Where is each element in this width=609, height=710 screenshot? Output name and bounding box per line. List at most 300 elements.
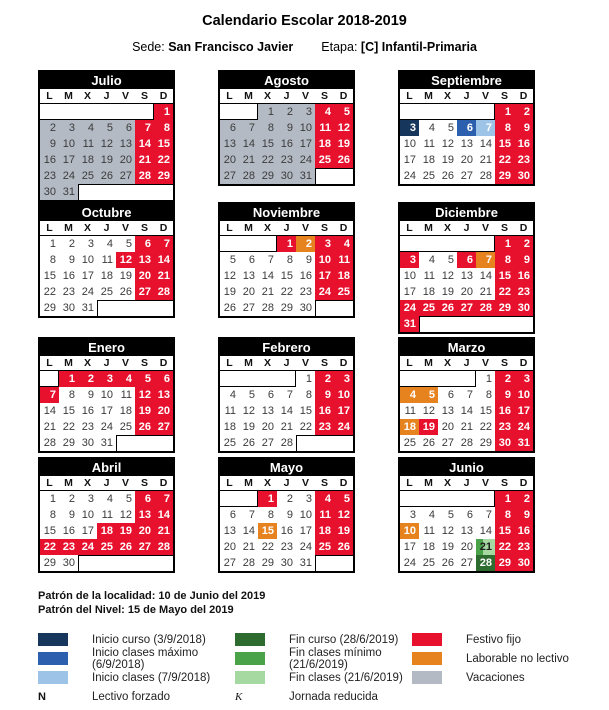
day-cell: 25 xyxy=(400,435,419,451)
week-row xyxy=(40,184,173,200)
weekday-label: S xyxy=(500,357,508,369)
day-cell: 3 xyxy=(296,104,315,120)
week-row xyxy=(40,120,173,136)
day-cell: 30 xyxy=(59,555,78,571)
week-row xyxy=(220,136,353,152)
day-cell: 15 xyxy=(40,523,59,539)
weekday-label: L xyxy=(406,90,413,102)
weekday-label: S xyxy=(320,357,328,369)
legend-item xyxy=(235,687,412,706)
week-row xyxy=(400,268,533,284)
month-title: Julio xyxy=(40,72,173,89)
day-cell: 7 xyxy=(476,120,495,136)
day-cell: 12 xyxy=(220,268,239,284)
legend xyxy=(38,630,609,706)
day-cell: 9 xyxy=(514,507,533,523)
weekday-label: J xyxy=(103,357,110,369)
day-cell: 14 xyxy=(154,507,173,523)
day-cell: 27 xyxy=(258,435,277,451)
day-cell: 18 xyxy=(334,268,353,284)
weekday-label: V xyxy=(481,90,489,102)
week-row xyxy=(220,152,353,168)
day-cell: 15 xyxy=(296,403,315,419)
day-cell: 31 xyxy=(400,316,419,332)
day-cell: 13 xyxy=(457,268,476,284)
day-cell: 23 xyxy=(296,284,315,300)
day-cell: 20 xyxy=(239,284,258,300)
day-cell: 2 xyxy=(277,491,296,507)
month-septiembre xyxy=(398,70,535,186)
empty-days xyxy=(296,435,353,451)
day-cell: 1 xyxy=(476,371,495,387)
day-cell: 8 xyxy=(495,252,514,268)
legend-label: Inicio curso (3/9/2018) xyxy=(92,633,206,646)
day-cell: 28 xyxy=(135,168,154,184)
weekday-header-row xyxy=(40,89,173,104)
day-cell: 2 xyxy=(78,371,97,387)
day-cell: 25 xyxy=(419,555,438,571)
day-cell: 14 xyxy=(476,268,495,284)
weekday-label: X xyxy=(83,357,91,369)
day-cell: 9 xyxy=(315,387,334,403)
day-cell: 16 xyxy=(277,523,296,539)
empty-days xyxy=(78,184,173,200)
day-cell: 28 xyxy=(258,300,277,316)
day-cell: 1 xyxy=(277,236,296,252)
legend-item xyxy=(412,668,569,687)
week-row xyxy=(220,268,353,284)
week-row xyxy=(220,284,353,300)
week-row xyxy=(220,120,353,136)
day-cell: 13 xyxy=(258,403,277,419)
day-cell: 25 xyxy=(315,539,334,555)
day-cell: 31 xyxy=(78,300,97,316)
day-cell: 25 xyxy=(116,419,135,435)
day-cell: 26 xyxy=(438,555,457,571)
day-cell: 2 xyxy=(514,236,533,252)
day-cell: 28 xyxy=(277,435,296,451)
day-cell: 19 xyxy=(438,539,457,555)
day-cell: 25 xyxy=(97,284,116,300)
weekday-label: X xyxy=(443,357,451,369)
day-cell: 12 xyxy=(438,268,457,284)
day-cell: 8 xyxy=(258,120,277,136)
legend-item xyxy=(38,646,235,671)
day-cell: 6 xyxy=(116,120,135,136)
weekday-header-row xyxy=(400,476,533,491)
day-cell: 21 xyxy=(154,268,173,284)
day-cell: 28 xyxy=(40,435,59,451)
day-cell: 16 xyxy=(315,403,334,419)
day-cell: 2 xyxy=(514,491,533,507)
weekday-label: S xyxy=(140,477,148,489)
legend-column xyxy=(38,630,235,706)
empty-days xyxy=(220,236,277,252)
day-cell: 23 xyxy=(59,539,78,555)
day-cell: 21 xyxy=(239,152,258,168)
day-cell: 9 xyxy=(40,136,59,152)
weekday-label: S xyxy=(140,90,148,102)
day-cell: 23 xyxy=(514,152,533,168)
day-cell: 15 xyxy=(495,136,514,152)
weekday-label: X xyxy=(443,477,451,489)
weekday-label: V xyxy=(121,477,129,489)
day-cell: 6 xyxy=(135,236,154,252)
day-cell: 5 xyxy=(438,252,457,268)
weekday-label: X xyxy=(263,477,271,489)
weekday-label: M xyxy=(244,357,253,369)
day-cell: 12 xyxy=(334,120,353,136)
week-row xyxy=(400,539,533,555)
week-row xyxy=(40,523,173,539)
day-cell: 21 xyxy=(40,419,59,435)
day-cell: 6 xyxy=(220,120,239,136)
legend-column xyxy=(412,630,569,706)
empty-days xyxy=(400,236,495,252)
day-cell: 10 xyxy=(514,387,533,403)
day-cell: 18 xyxy=(97,268,116,284)
day-cell: 3 xyxy=(78,491,97,507)
day-cell: 26 xyxy=(438,300,457,316)
day-cell: 14 xyxy=(40,403,59,419)
weekday-header-row xyxy=(400,89,533,104)
day-cell: 4 xyxy=(419,120,438,136)
weekday-label: X xyxy=(263,222,271,234)
day-cell: 2 xyxy=(296,236,315,252)
day-cell: 29 xyxy=(476,435,495,451)
month-title: Febrero xyxy=(220,339,353,356)
day-cell: 19 xyxy=(97,152,116,168)
day-cell: 17 xyxy=(78,268,97,284)
day-cell: 3 xyxy=(59,120,78,136)
month-title: Noviembre xyxy=(220,204,353,221)
day-cell: 4 xyxy=(97,236,116,252)
legend-label: Vacaciones xyxy=(466,671,525,684)
day-cell: 29 xyxy=(258,168,277,184)
day-cell: 13 xyxy=(220,523,239,539)
legend-swatch xyxy=(235,652,265,665)
day-cell: 1 xyxy=(40,236,59,252)
day-cell: 8 xyxy=(296,387,315,403)
day-cell: 6 xyxy=(239,252,258,268)
day-cell: 28 xyxy=(476,168,495,184)
month-title: Septiembre xyxy=(400,72,533,89)
day-cell: 22 xyxy=(495,152,514,168)
week-row xyxy=(220,507,353,523)
legend-label: Fin curso (28/6/2019) xyxy=(289,633,399,646)
legend-label: Fin clases mínimo (21/6/2019) xyxy=(289,646,382,671)
week-row xyxy=(220,491,353,507)
month-title: Enero xyxy=(40,339,173,356)
weekday-header-row xyxy=(220,476,353,491)
day-cell: 19 xyxy=(116,523,135,539)
day-cell: 5 xyxy=(438,507,457,523)
day-cell: 20 xyxy=(116,152,135,168)
day-cell: 15 xyxy=(495,268,514,284)
day-cell: 2 xyxy=(514,104,533,120)
day-cell: 16 xyxy=(296,268,315,284)
day-cell: 25 xyxy=(315,152,334,168)
weekday-label: D xyxy=(519,477,528,489)
day-cell: 24 xyxy=(296,539,315,555)
day-cell: 7 xyxy=(277,387,296,403)
day-cell: 18 xyxy=(400,419,419,435)
day-cell: 19 xyxy=(419,419,438,435)
week-row xyxy=(400,168,533,184)
day-cell: 19 xyxy=(220,284,239,300)
day-cell: 25 xyxy=(419,168,438,184)
day-cell: 25 xyxy=(220,435,239,451)
week-row xyxy=(40,371,173,387)
weekday-header-row xyxy=(220,356,353,371)
day-cell: 14 xyxy=(476,136,495,152)
day-cell: 24 xyxy=(315,284,334,300)
day-cell: 4 xyxy=(97,491,116,507)
legend-swatch xyxy=(38,633,68,646)
weekday-label: S xyxy=(320,477,328,489)
day-cell: 16 xyxy=(40,152,59,168)
day-cell: 26 xyxy=(334,152,353,168)
weekday-label: L xyxy=(46,90,53,102)
day-cell: 23 xyxy=(78,419,97,435)
day-cell: 5 xyxy=(116,491,135,507)
legend-symbol-k: K xyxy=(235,690,243,703)
day-cell: 22 xyxy=(495,539,514,555)
weekday-label: D xyxy=(159,477,168,489)
week-row xyxy=(40,104,173,120)
legend-item xyxy=(412,649,569,668)
day-cell: 5 xyxy=(239,387,258,403)
day-cell: 15 xyxy=(277,268,296,284)
week-row xyxy=(40,152,173,168)
day-cell: 15 xyxy=(154,136,173,152)
month-octubre xyxy=(38,202,175,318)
day-cell: 24 xyxy=(78,284,97,300)
week-row xyxy=(220,168,353,184)
day-cell: 10 xyxy=(334,387,353,403)
day-cell: 24 xyxy=(400,555,419,571)
week-row xyxy=(400,236,533,252)
day-cell: 9 xyxy=(514,252,533,268)
empty-days xyxy=(220,104,258,120)
week-row xyxy=(40,136,173,152)
day-cell: 19 xyxy=(334,523,353,539)
day-cell: 8 xyxy=(495,507,514,523)
week-row xyxy=(400,523,533,539)
day-cell: 20 xyxy=(457,152,476,168)
legend-swatch xyxy=(38,652,68,665)
empty-days xyxy=(419,316,533,332)
weekday-label: V xyxy=(481,222,489,234)
day-cell: 4 xyxy=(220,387,239,403)
day-cell: 30 xyxy=(514,168,533,184)
day-cell: 29 xyxy=(59,435,78,451)
day-cell: 7 xyxy=(40,387,59,403)
day-cell: 12 xyxy=(438,136,457,152)
day-cell: 13 xyxy=(116,136,135,152)
week-row xyxy=(40,491,173,507)
week-row xyxy=(400,152,533,168)
weekday-label: V xyxy=(301,477,309,489)
day-cell: 22 xyxy=(40,539,59,555)
day-cell: 28 xyxy=(154,284,173,300)
day-cell: 27 xyxy=(116,168,135,184)
day-cell: 12 xyxy=(438,523,457,539)
empty-days xyxy=(400,104,495,120)
day-cell: 26 xyxy=(116,284,135,300)
weekday-label: V xyxy=(481,477,489,489)
legend-column xyxy=(235,630,412,706)
day-cell: 4 xyxy=(116,371,135,387)
day-cell: 16 xyxy=(514,268,533,284)
weekday-label: M xyxy=(64,477,73,489)
day-cell: 8 xyxy=(59,387,78,403)
month-title: Agosto xyxy=(220,72,353,89)
weekday-label: V xyxy=(301,357,309,369)
day-cell: 7 xyxy=(258,252,277,268)
weekday-label: D xyxy=(519,357,528,369)
weekday-label: J xyxy=(463,357,470,369)
weekday-label: D xyxy=(519,90,528,102)
day-cell: 18 xyxy=(97,523,116,539)
empty-days xyxy=(78,555,173,571)
weekday-label: L xyxy=(46,477,53,489)
day-cell: 30 xyxy=(495,435,514,451)
day-cell: 2 xyxy=(277,104,296,120)
month-junio xyxy=(398,457,535,573)
day-cell: 16 xyxy=(514,523,533,539)
day-cell: 20 xyxy=(457,284,476,300)
week-row xyxy=(220,419,353,435)
week-row xyxy=(400,300,533,316)
day-cell: 9 xyxy=(277,507,296,523)
day-cell: 1 xyxy=(59,371,78,387)
weekday-label: D xyxy=(159,222,168,234)
day-cell: 6 xyxy=(457,120,476,136)
weekday-label: J xyxy=(463,222,470,234)
day-cell: 14 xyxy=(277,403,296,419)
weekday-label: L xyxy=(46,222,53,234)
day-cell: 23 xyxy=(277,152,296,168)
day-cell: 11 xyxy=(400,403,419,419)
week-row xyxy=(400,371,533,387)
weekday-label: S xyxy=(500,90,508,102)
weekday-label: J xyxy=(103,477,110,489)
day-cell: 5 xyxy=(97,120,116,136)
day-cell: 23 xyxy=(495,419,514,435)
day-cell: 18 xyxy=(78,152,97,168)
week-row xyxy=(220,403,353,419)
month-marzo xyxy=(398,337,535,453)
day-cell: 30 xyxy=(78,435,97,451)
weekday-label: L xyxy=(226,222,233,234)
day-cell: 24 xyxy=(78,539,97,555)
day-cell: 19 xyxy=(438,152,457,168)
week-row xyxy=(220,300,353,316)
day-cell: 13 xyxy=(457,136,476,152)
day-cell: 24 xyxy=(400,300,419,316)
weekday-label: L xyxy=(406,222,413,234)
subtitle xyxy=(0,40,609,54)
day-cell: 2 xyxy=(59,491,78,507)
week-row xyxy=(40,539,173,555)
week-row xyxy=(220,539,353,555)
day-cell: 3 xyxy=(78,236,97,252)
day-cell: 26 xyxy=(97,168,116,184)
empty-days xyxy=(40,104,154,120)
weekday-header-row xyxy=(400,221,533,236)
week-row xyxy=(400,387,533,403)
day-cell: 9 xyxy=(514,120,533,136)
week-row xyxy=(220,523,353,539)
day-cell: 29 xyxy=(495,168,514,184)
weekday-label: V xyxy=(121,90,129,102)
day-cell: 21 xyxy=(476,539,495,555)
weekday-label: J xyxy=(283,90,290,102)
day-cell: 3 xyxy=(296,491,315,507)
week-row xyxy=(220,387,353,403)
day-cell: 10 xyxy=(400,136,419,152)
legend-label: Inicio clases (7/9/2018) xyxy=(92,671,211,684)
day-cell: 26 xyxy=(419,435,438,451)
month-agosto xyxy=(218,70,355,186)
day-cell: 27 xyxy=(220,555,239,571)
weekday-label: V xyxy=(121,222,129,234)
weekday-label: J xyxy=(103,222,110,234)
day-cell: 17 xyxy=(97,403,116,419)
legend-item xyxy=(412,630,569,649)
day-cell: 1 xyxy=(296,371,315,387)
day-cell: 7 xyxy=(135,120,154,136)
day-cell: 31 xyxy=(97,435,116,451)
day-cell: 15 xyxy=(258,136,277,152)
day-cell: 3 xyxy=(400,252,419,268)
day-cell: 9 xyxy=(296,252,315,268)
weekday-label: L xyxy=(46,357,53,369)
weekday-header-row xyxy=(220,221,353,236)
day-cell: 15 xyxy=(476,403,495,419)
day-cell: 24 xyxy=(296,152,315,168)
day-cell: 19 xyxy=(116,268,135,284)
day-cell: 16 xyxy=(78,403,97,419)
weekday-label: J xyxy=(283,477,290,489)
day-cell: 17 xyxy=(334,403,353,419)
day-cell: 3 xyxy=(400,120,419,136)
legend-swatch xyxy=(38,671,68,684)
day-cell: 23 xyxy=(315,419,334,435)
day-cell: 9 xyxy=(59,252,78,268)
day-cell: 5 xyxy=(419,387,438,403)
week-row xyxy=(40,236,173,252)
weekday-label: M xyxy=(244,222,253,234)
day-cell: 27 xyxy=(457,555,476,571)
month-abril xyxy=(38,457,175,573)
legend-label: Festivo fijo xyxy=(466,633,521,646)
weekday-label: V xyxy=(301,222,309,234)
day-cell: 10 xyxy=(400,523,419,539)
weekday-label: L xyxy=(406,357,413,369)
day-cell: 5 xyxy=(334,104,353,120)
day-cell: 10 xyxy=(296,507,315,523)
day-cell: 24 xyxy=(59,168,78,184)
footer-line-nivel: Patrón del Nivel: 15 de Mayo del 2019 xyxy=(38,604,234,616)
day-cell: 10 xyxy=(400,268,419,284)
day-cell: 14 xyxy=(457,403,476,419)
day-cell: 18 xyxy=(419,284,438,300)
day-cell: 26 xyxy=(239,435,258,451)
day-cell: 10 xyxy=(59,136,78,152)
week-row xyxy=(220,555,353,571)
